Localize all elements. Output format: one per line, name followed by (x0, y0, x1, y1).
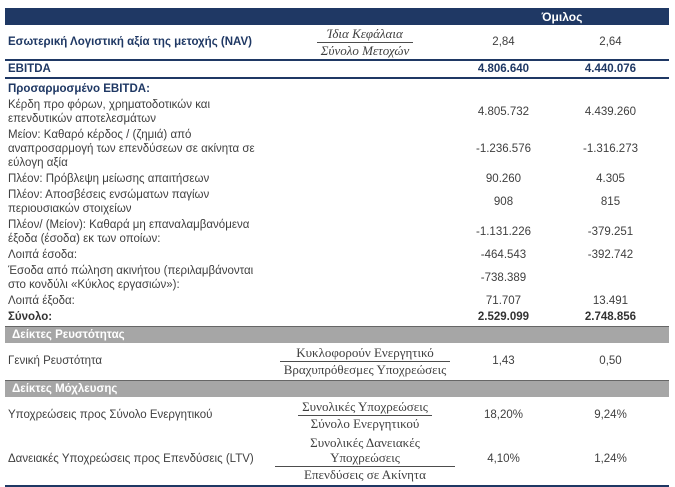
value-col1: -464.543 (480, 249, 527, 261)
row-property-sale-income (5, 263, 669, 293)
value-col1: -1.131.226 (476, 226, 531, 238)
fraction-denominator: Βραχυπρόθεσμες Υποχρεώσεις (283, 362, 447, 377)
value-col1: 2,84 (492, 36, 515, 48)
fraction-denominator: Επενδύσεις σε Ακίνητα (304, 467, 426, 482)
row-other-income (5, 247, 669, 263)
row-ebitda-label: EBITDA (8, 63, 51, 75)
adjusted-ebitda-title: Προσαρμοσμένο EBITDA: (8, 83, 150, 95)
row-ebitda (5, 59, 669, 79)
value-col1: 2.529.099 (477, 311, 530, 323)
value-col2: 2,64 (599, 36, 622, 48)
nav-formula-fraction (317, 26, 413, 58)
value-col1: -1.236.576 (476, 143, 531, 155)
group-header-label: Όμιλος (541, 9, 583, 24)
row-label: Δανειακές Υποχρεώσεις προς Επενδύσεις (LTV) (8, 452, 254, 465)
row-nav (5, 25, 669, 59)
row-label: Πλέον/ (Μείον): Καθαρά μη επαναλαμβανόμενα έξοδα (έσοδα) εκ των οποίων: (8, 219, 250, 245)
row-label: Κέρδη προ φόρων, χρηματοδοτικών και επενδυτικών αποτελεσμάτων (8, 99, 211, 125)
row-non-recurring (5, 217, 669, 247)
value-col2: 0,50 (599, 355, 622, 367)
value-col2: -1.316.273 (583, 143, 638, 155)
value-col2: 1,24% (594, 452, 627, 465)
fraction-denominator: Σύνολο Ενεργητικού (310, 416, 420, 431)
row-total (5, 309, 669, 325)
value-col1: 71.707 (485, 295, 522, 307)
fraction-numerator: Ίδια Κεφάλαια (317, 26, 413, 43)
fraction-numerator: Κυκλοφορούν Ενεργητικό (280, 345, 451, 362)
value-col2: 4.439.260 (584, 106, 637, 118)
row-label: Έσοδα από πώληση ακινήτου (περιλαμβάνονται στο κονδύλι «Κύκλος εργασιών»): (8, 265, 254, 291)
value-col1: 18,20% (483, 409, 523, 421)
row-label: Υποχρεώσεις προς Σύνολο Ενεργητικού (8, 409, 213, 421)
row-label: Λοιπά έσοδα: (8, 249, 78, 261)
fraction-numerator: Συνολικές Υποχρεώσεις (298, 399, 432, 416)
value-col2: 4.305 (596, 173, 625, 185)
value-col2: -379.251 (587, 226, 634, 238)
liquidity-formula-fraction (280, 345, 451, 377)
value-col2: 13.491 (592, 295, 629, 307)
row-adjusted-ebitda-title (5, 81, 669, 97)
value-col1: 4,10% (487, 452, 520, 465)
leverage-formula-fraction (298, 399, 432, 431)
row-profit-before-tax (5, 97, 669, 127)
row-label: Λοιπά έξοδα: (8, 295, 75, 307)
row-label: Μείον: Καθαρό κέρδος / (ζημιά) από αναπροσαρμογή των επενδύσεων σε ακίνητα σε εύλογη αξία (8, 129, 255, 169)
value-col1: 90.260 (485, 173, 522, 185)
row-label: Πλέον: Αποσβέσεις ενσώματων παγίων περιουσιακών στοιχείων (8, 189, 210, 215)
row-label: Γενική Ρευστότητα (8, 355, 103, 367)
fraction-denominator: Σύνολο Μετοχών (320, 43, 410, 58)
section-bar-liquidity: Δείκτες Ρευστότητας (5, 326, 669, 343)
value-col2: 4.440.076 (584, 63, 637, 75)
value-col2: 815 (600, 196, 621, 208)
fraction-numerator: Συνολικές Δανειακές Υποχρεώσεις (275, 435, 455, 467)
row-general-liquidity (5, 343, 669, 379)
section-bar-leverage: Δείκτες Μόχλευσης (5, 380, 669, 397)
value-col1: 4.805.732 (477, 106, 530, 118)
row-total-label: Σύνολο: (8, 311, 53, 323)
row-depreciation (5, 187, 669, 217)
value-col2: -392.742 (587, 249, 634, 261)
value-col1: 1,43 (492, 355, 515, 367)
financial-metrics-table (5, 8, 669, 487)
row-other-expenses (5, 293, 669, 309)
value-col1: 4.806.640 (477, 63, 530, 75)
row-fair-value-adjustment (5, 127, 669, 171)
value-col1: -738.389 (480, 272, 527, 284)
value-col2: 9,24% (594, 409, 627, 421)
row-nav-label: Εσωτερική Λογιστική αξία της μετοχής (NAV) (8, 36, 252, 48)
row-liabilities-to-assets (5, 397, 669, 433)
value-col2: 2.748.856 (584, 311, 637, 323)
value-col1: 908 (493, 196, 514, 208)
ltv-formula-fraction (275, 435, 455, 482)
group-header-bar (5, 8, 669, 25)
row-receivables-provision (5, 171, 669, 187)
row-ltv (5, 433, 669, 484)
row-label: Πλέον: Πρόβλεψη μείωσης απαιτήσεων (8, 173, 210, 185)
